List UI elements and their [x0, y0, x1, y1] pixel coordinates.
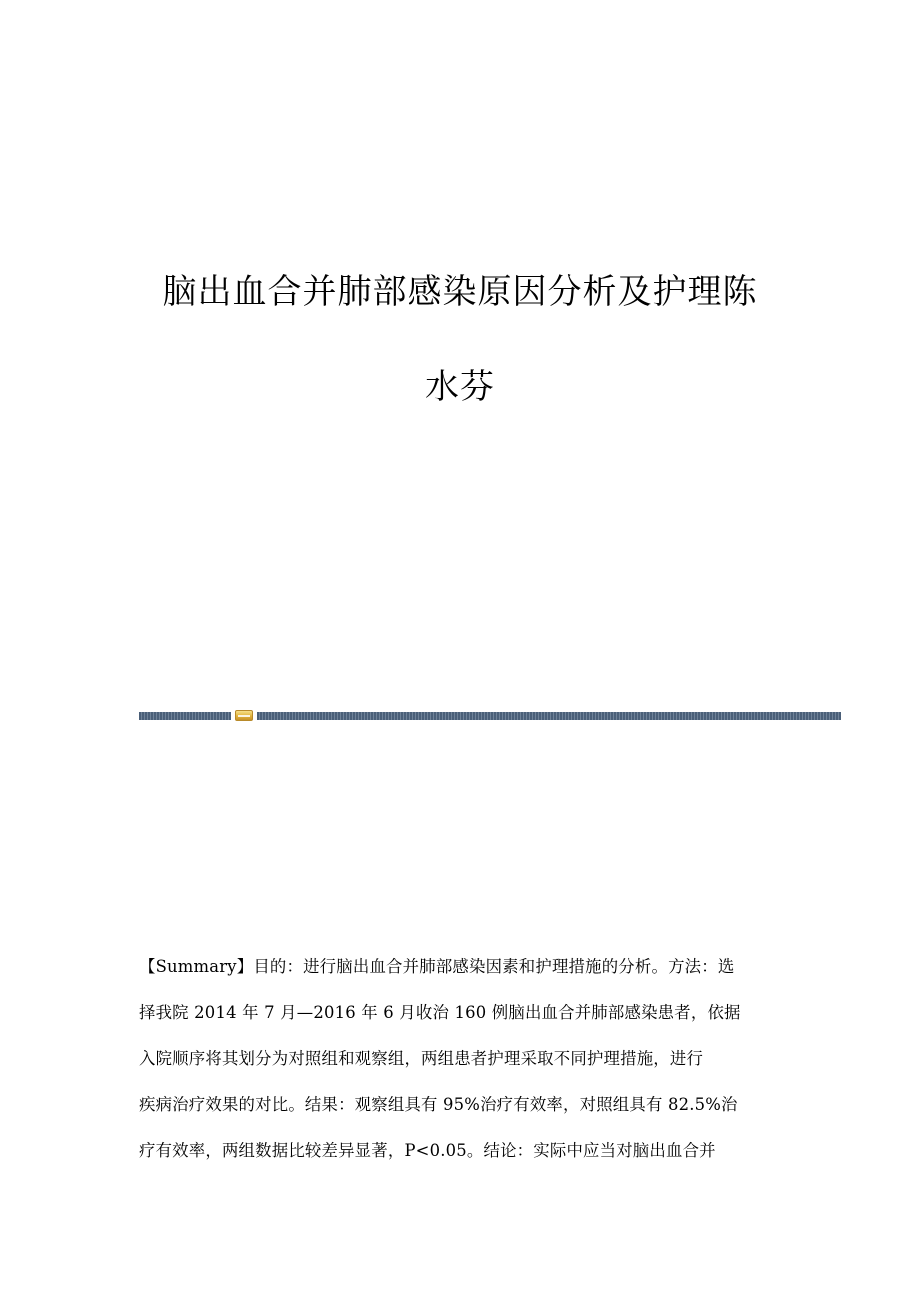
divider-ornament-icon: [235, 710, 253, 721]
divider-bar-right: [257, 712, 841, 720]
section-divider: [139, 709, 841, 723]
abstract-line: 疗有效率，两组数据比较差异显著，P<0.05。结论：实际中应当对脑出血合并: [139, 1141, 716, 1160]
document-title-line-2: 水芬: [425, 367, 495, 407]
abstract-line: 疾病治疗效果的对比。结果：观察组具有 95%治疗有效率，对照组具有 82.5%治: [139, 1095, 738, 1114]
document-title-line-1: 脑出血合并肺部感染原因分析及护理陈: [162, 272, 758, 312]
abstract-line: 入院顺序将其划分为对照组和观察组，两组患者护理采取不同护理措施，进行: [139, 1049, 704, 1068]
abstract-paragraph: [139, 951, 789, 1181]
abstract-line: 【Summary】目的：进行脑出血合并肺部感染因素和护理措施的分析。方法：选: [139, 957, 735, 976]
abstract-line: 择我院 2014 年 7 月—2016 年 6 月收治 160 例脑出血合并肺部感染患者，依据: [139, 1003, 741, 1022]
divider-bar-left: [139, 712, 231, 720]
